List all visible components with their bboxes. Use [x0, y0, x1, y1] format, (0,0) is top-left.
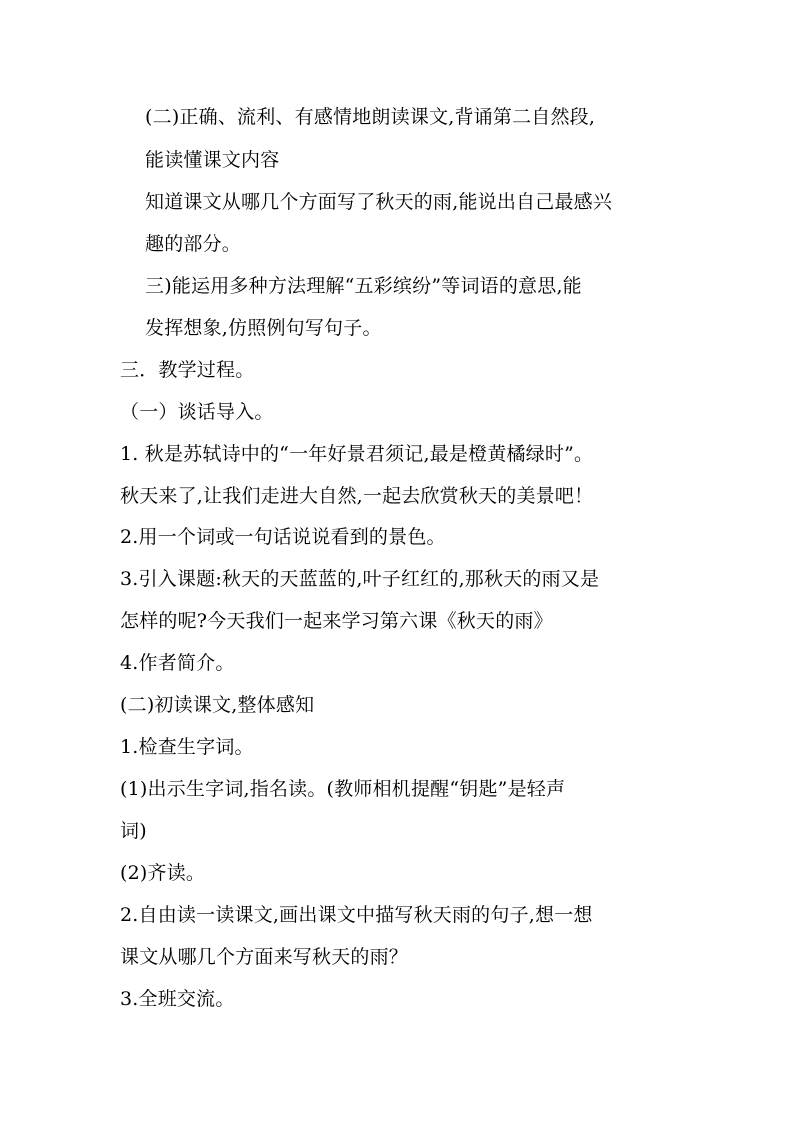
subsection-heading-intro: （一）谈话导入。	[120, 401, 274, 423]
subsection-heading-first-reading: (二)初读课文,整体感知	[120, 694, 315, 716]
intro-item-3-line-2: 怎样的呢?今天我们一起来学习第六课《秋天的雨》	[120, 610, 553, 632]
goal-2-line-1: (二)正确、流利、有感情地朗读课文,背诵第二自然段,	[145, 106, 596, 128]
intro-item-1-line-2: 秋天来了,让我们走进大自然,一起去欣赏秋天的美景吧！	[120, 485, 594, 507]
reading-subitem-1-line-2: 词)	[120, 820, 147, 842]
intro-item-2: 2.用一个词或一句话说说看到的景色。	[120, 526, 446, 548]
goal-3-line-1: 三)能运用多种方法理解“五彩缤纷”等词语的意思,能	[145, 275, 582, 297]
intro-item-1-line-1: 1. 秋是苏轼诗中的“一年好景君须记,最是橙黄橘绿时”。	[120, 443, 594, 465]
goal-2-line-2: 能读懂课文内容	[145, 149, 280, 171]
reading-subitem-2: (2)齐读。	[120, 862, 206, 884]
goal-2-line-4: 趣的部分。	[145, 233, 242, 255]
reading-item-1: 1.检查生字词。	[120, 736, 254, 758]
section-heading-teaching-process: 三．教学过程。	[120, 359, 255, 381]
reading-item-2-line-2: 课文从哪几个方面来写秋天的雨？	[120, 946, 409, 968]
intro-item-4: 4.作者简介。	[120, 652, 235, 674]
reading-subitem-1-line-1: (1)出示生字词,指名读。(教师相机提醒“钥匙”是轻声	[120, 778, 566, 800]
goal-3-line-2: 发挥想象,仿照例句写句子。	[145, 317, 382, 339]
goal-2-line-3: 知道课文从哪几个方面写了秋天的雨,能说出自己最感兴	[145, 191, 613, 213]
intro-item-3-line-1: 3.引入课题:秋天的天蓝蓝的,叶子红红的,那秋天的雨又是	[120, 568, 600, 590]
reading-item-2-line-1: 2.自由读一读课文,画出课文中描写秋天雨的句子,想一想	[120, 904, 593, 926]
reading-item-3: 3.全班交流。	[120, 988, 235, 1010]
